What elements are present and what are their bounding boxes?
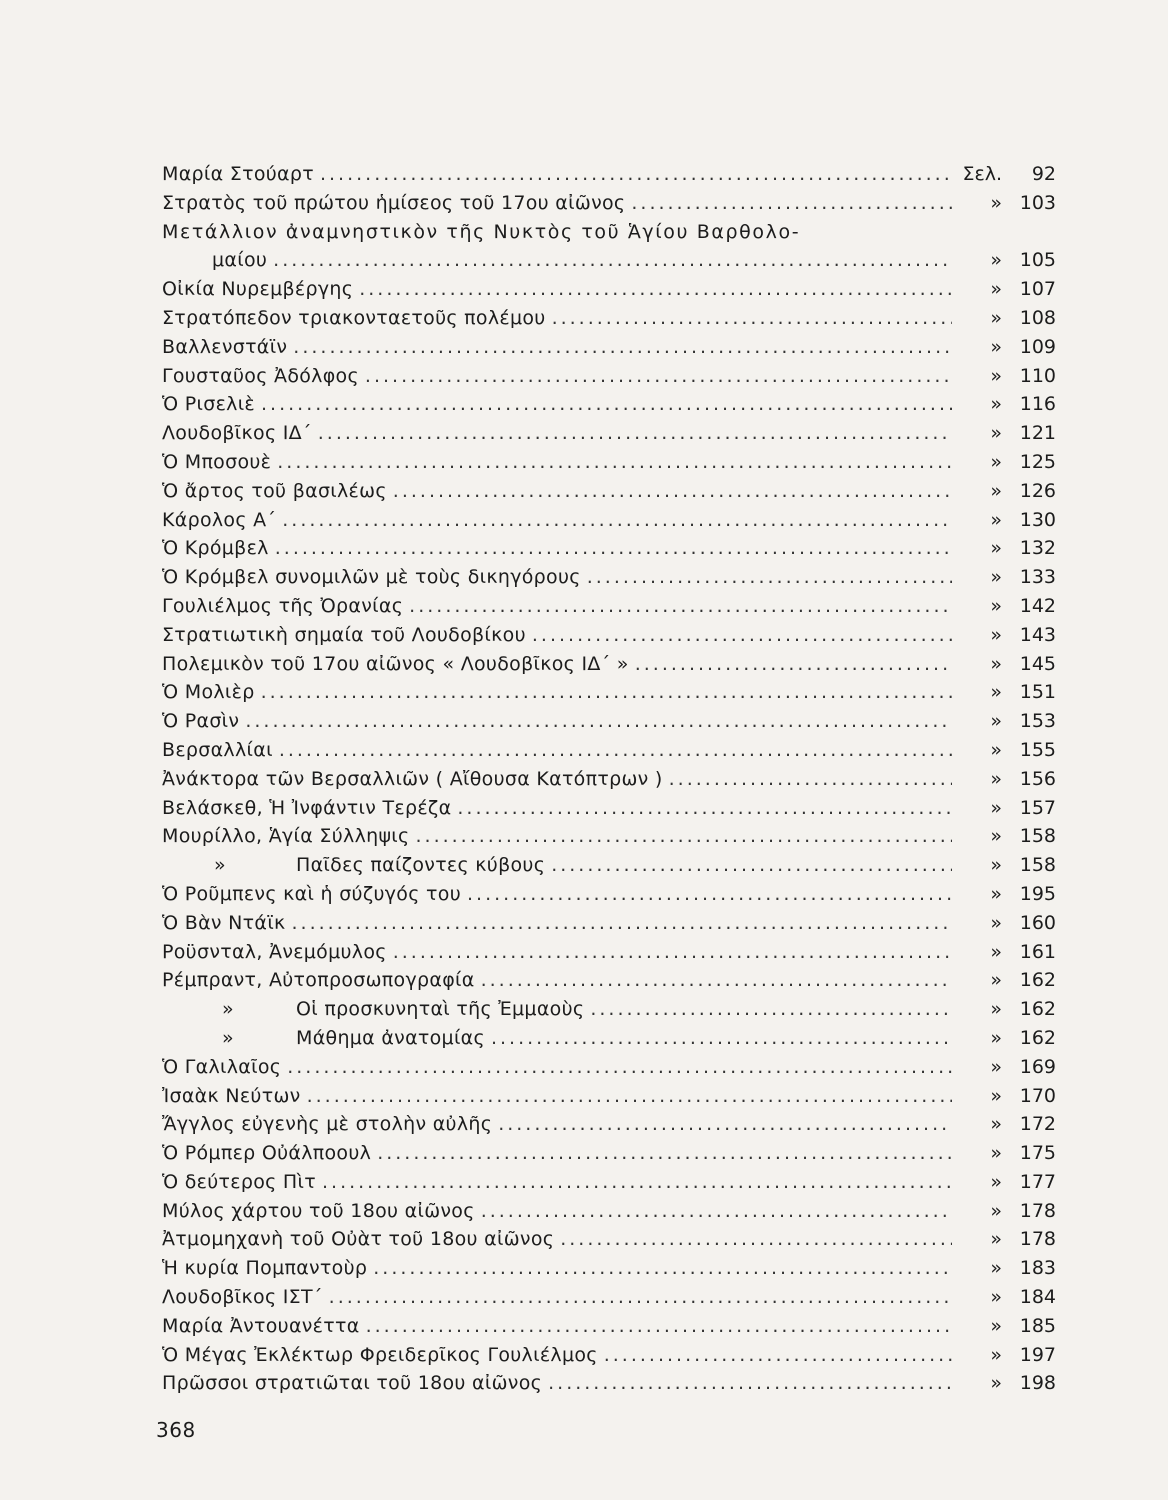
- entry-title: Γουλιέλμος τῆς Ὀρανίας: [162, 594, 404, 617]
- dot-leader: [275, 534, 952, 563]
- entry-page: 170: [1019, 1084, 1056, 1107]
- list-item: [162, 160, 1056, 189]
- list-item: [162, 707, 1056, 736]
- dot-leader: [329, 1283, 952, 1312]
- entry-ref: »: [990, 1199, 1002, 1222]
- entry-title: Ὁ Κρόμβελ: [162, 537, 269, 560]
- entry-ref: »: [990, 738, 1002, 761]
- dot-leader: [261, 390, 952, 419]
- entry-page: 178: [1019, 1228, 1056, 1251]
- entry-page: 130: [1019, 508, 1056, 531]
- entry-ref: »: [990, 940, 1002, 963]
- entry-ref: »: [990, 652, 1002, 675]
- entry-page: 142: [1019, 594, 1056, 617]
- entry-ref: »: [990, 537, 1002, 560]
- entry-page: 143: [1019, 623, 1056, 646]
- dot-leader: [587, 563, 952, 592]
- dot-leader: [359, 275, 952, 304]
- list-item: [162, 275, 1056, 304]
- entry-title: Ἄγγλος εὐγενὴς μὲ στολὴν αὐλῆς: [162, 1113, 493, 1136]
- entry-title: Ὁ Μποσουὲ: [162, 450, 272, 473]
- entry-page: 132: [1019, 537, 1056, 560]
- list-item: [162, 1024, 1056, 1053]
- entry-ref: »: [990, 1055, 1002, 1078]
- entry-page: 108: [1019, 306, 1056, 329]
- list-item: [162, 1082, 1056, 1111]
- ditto-mark: »: [214, 854, 226, 877]
- dot-leader: [393, 477, 952, 506]
- list-item: [162, 1369, 1056, 1398]
- list-item: [162, 1254, 1056, 1283]
- page-number: 368: [156, 1418, 196, 1442]
- entry-title: Λουδοβῖκος ΙΔ΄: [162, 422, 312, 445]
- entry-page: 162: [1019, 969, 1056, 992]
- dot-leader: [320, 160, 952, 189]
- entry-page: 153: [1019, 710, 1056, 733]
- entry-ref: »: [990, 998, 1002, 1021]
- list-item: [162, 736, 1056, 765]
- entry-title: Μουρίλλο, Ἁγία Σύλληψις: [162, 825, 410, 848]
- entry-page: 151: [1019, 681, 1056, 704]
- ditto-mark: »: [222, 1026, 234, 1049]
- list-item: [162, 822, 1056, 851]
- list-item: [162, 880, 1056, 909]
- entry-title: Πρῶσσοι στρατιῶται τοῦ 18ου αἰῶνος: [162, 1372, 543, 1395]
- entry-page: 178: [1019, 1199, 1056, 1222]
- list-item: [162, 1225, 1056, 1254]
- list-item: [162, 765, 1056, 794]
- entry-ref: »: [990, 1084, 1002, 1107]
- entry-title: μαίου: [212, 249, 268, 272]
- list-item: [162, 621, 1056, 650]
- entry-ref: »: [990, 422, 1002, 445]
- list-item: [162, 592, 1056, 621]
- entry-title: [162, 995, 584, 1024]
- dot-leader: [273, 246, 952, 275]
- entry-page: 121: [1019, 422, 1056, 445]
- entry-ref: »: [990, 393, 1002, 416]
- entry-ref: Σελ.: [962, 163, 1002, 185]
- dot-leader: [560, 1225, 952, 1254]
- entry-title: Γουσταῦος Ἀδόλφος: [162, 364, 359, 387]
- list-item: [162, 506, 1056, 535]
- entry-ref: »: [990, 278, 1002, 301]
- dot-leader: [277, 448, 952, 477]
- list-item: [162, 1139, 1056, 1168]
- entry-page: 109: [1019, 335, 1056, 358]
- entry-title: Μετάλλιον ἀναμνηστικὸν τῆς Νυκτὸς τοῦ Ἁγίου Βαρθολο-: [162, 220, 801, 243]
- entry-page: 103: [1019, 191, 1056, 214]
- list-item: [162, 1341, 1056, 1370]
- dot-leader: [590, 995, 952, 1024]
- entry-title: Ἀτμομηχανὴ τοῦ Οὐὰτ τοῦ 18ου αἰῶνος: [162, 1228, 555, 1251]
- dot-leader: [282, 506, 952, 535]
- entry-page: 126: [1019, 479, 1056, 502]
- entry-ref: »: [990, 767, 1002, 790]
- dot-leader: [293, 333, 952, 362]
- entry-page: 161: [1019, 940, 1056, 963]
- entry-title: Ὁ Μολιὲρ: [162, 681, 255, 704]
- entry-title: Ὁ Κρόμβελ συνομιλῶν μὲ τοὺς δικηγόρους: [162, 566, 581, 589]
- entry-title: Οἰκία Νυρεμβέργης: [162, 278, 354, 301]
- entry-ref: »: [990, 911, 1002, 934]
- entry-title: Ἰσαὰκ Νεύτων: [162, 1084, 301, 1107]
- entry-page: 145: [1019, 652, 1056, 675]
- entry-page: 183: [1019, 1257, 1056, 1280]
- entry-ref: »: [990, 335, 1002, 358]
- dot-leader: [291, 909, 952, 938]
- entry-page: 158: [1019, 825, 1056, 848]
- dot-leader: [415, 822, 952, 851]
- dot-leader: [261, 678, 952, 707]
- list-item: [162, 794, 1056, 823]
- entry-page: 195: [1019, 882, 1056, 905]
- dot-leader: [467, 880, 952, 909]
- entry-ref: »: [990, 191, 1002, 214]
- entry-page: 175: [1019, 1142, 1056, 1165]
- entry-title: Μύλος χάρτου τοῦ 18ου αἰῶνος: [162, 1199, 475, 1222]
- dot-leader: [604, 1341, 952, 1370]
- entry-title: Κάρολος Α΄: [162, 508, 277, 531]
- dot-leader: [548, 1369, 952, 1398]
- dot-leader: [635, 650, 952, 679]
- dot-leader: [377, 1139, 952, 1168]
- entry-page: 105: [1019, 249, 1056, 272]
- entry-ref: »: [990, 969, 1002, 992]
- entry-title-text: Παῖδες παίζοντες κύβους: [296, 854, 546, 877]
- dot-leader: [532, 621, 952, 650]
- entry-title: Στρατιωτικὴ σημαία τοῦ Λουδοβίκου: [162, 623, 526, 646]
- entry-title: Ὁ ἄρτος τοῦ βασιλέως: [162, 479, 387, 502]
- entry-ref: »: [990, 249, 1002, 272]
- dot-leader: [669, 765, 952, 794]
- entry-page: 158: [1019, 854, 1056, 877]
- dot-leader: [631, 189, 952, 218]
- list-item: [162, 909, 1056, 938]
- entry-title: Μαρία Ἀντουανέττα: [162, 1314, 360, 1337]
- entry-ref: »: [990, 1142, 1002, 1165]
- entry-ref: »: [990, 623, 1002, 646]
- entry-ref: »: [990, 594, 1002, 617]
- entry-page: 92: [1031, 163, 1056, 185]
- entry-ref: »: [990, 1228, 1002, 1251]
- dot-leader: [318, 419, 952, 448]
- entry-ref: »: [990, 854, 1002, 877]
- entry-title: Ὁ δεύτερος Πὶτ: [162, 1170, 316, 1193]
- entry-page: 155: [1019, 738, 1056, 761]
- entry-page: 125: [1019, 450, 1056, 473]
- list-item: [162, 1110, 1056, 1139]
- entry-title: Ὁ Μέγας Ἐκλέκτωρ Φρειδερῖκος Γουλιέλμος: [162, 1343, 598, 1366]
- list-item: [162, 995, 1056, 1024]
- entry-title-text: Μάθημα ἀνατομίας: [296, 1026, 485, 1049]
- entry-ref: »: [990, 882, 1002, 905]
- entry-page: 197: [1019, 1343, 1056, 1366]
- dot-leader: [457, 794, 952, 823]
- entry-page: 162: [1019, 998, 1056, 1021]
- entry-title: Ὁ Ροῦμπενς καὶ ἡ σύζυγός του: [162, 882, 461, 905]
- entry-title: Βαλλενστάϊν: [162, 335, 288, 358]
- dot-leader: [365, 362, 952, 391]
- entry-title: Στρατὸς τοῦ πρώτου ἡμίσεος τοῦ 17ου αἰῶνος: [162, 191, 626, 214]
- entry-ref: »: [990, 1257, 1002, 1280]
- entry-title: Βερσαλλίαι: [162, 738, 273, 761]
- dot-leader: [481, 966, 952, 995]
- dot-leader: [551, 851, 952, 880]
- list-item: [162, 304, 1056, 333]
- dot-leader: [373, 1254, 952, 1283]
- list-item: [162, 1283, 1056, 1312]
- entry-ref: »: [990, 681, 1002, 704]
- entry-title: Μαρία Στούαρτ: [162, 163, 314, 185]
- entry-ref: »: [990, 508, 1002, 531]
- entry-page: 116: [1019, 393, 1056, 416]
- list-item: [162, 477, 1056, 506]
- list-item: [162, 1168, 1056, 1197]
- entry-page: 185: [1019, 1314, 1056, 1337]
- list-item: [162, 333, 1056, 362]
- entry-page: 157: [1019, 796, 1056, 819]
- list-item: [162, 851, 1056, 880]
- dot-leader: [366, 1312, 952, 1341]
- list-item: [162, 189, 1056, 218]
- entry-ref: »: [990, 1026, 1002, 1049]
- entry-page: 169: [1019, 1055, 1056, 1078]
- list-item: [162, 1053, 1056, 1082]
- entry-ref: »: [990, 796, 1002, 819]
- dot-leader: [287, 1053, 952, 1082]
- entry-ref: »: [990, 306, 1002, 329]
- entry-title-text: Οἱ προσκυνηταὶ τῆς Ἐμμαοὺς: [296, 998, 585, 1021]
- list-item: [162, 938, 1056, 967]
- list-item: [162, 966, 1056, 995]
- entry-title: Ρέμπραντ, Αὐτοπροσωπογραφία: [162, 969, 475, 992]
- entry-title: Ἡ κυρία Πομπαντοὺρ: [162, 1257, 368, 1280]
- list-item: [162, 448, 1056, 477]
- dot-leader: [245, 707, 952, 736]
- dot-leader: [393, 938, 952, 967]
- entry-ref: »: [990, 1113, 1002, 1136]
- entry-ref: »: [990, 1343, 1002, 1366]
- entry-title: [162, 851, 545, 880]
- ditto-mark: »: [222, 998, 234, 1021]
- list-item: [162, 218, 1056, 247]
- entry-page: 177: [1019, 1170, 1056, 1193]
- entry-ref: »: [990, 566, 1002, 589]
- entry-ref: »: [990, 1314, 1002, 1337]
- index-list: [162, 160, 1056, 1398]
- entry-page: 198: [1019, 1372, 1056, 1395]
- entry-ref: »: [990, 479, 1002, 502]
- entry-ref: »: [990, 1286, 1002, 1309]
- entry-ref: »: [990, 450, 1002, 473]
- entry-title: Στρατόπεδον τριακονταετοῦς πολέμου: [162, 306, 546, 329]
- dot-leader: [491, 1024, 952, 1053]
- entry-page: 172: [1019, 1113, 1056, 1136]
- entry-ref: »: [990, 710, 1002, 733]
- dot-leader: [279, 736, 952, 765]
- entry-page: 107: [1019, 278, 1056, 301]
- entry-title: Βελάσκεθ, Ἡ Ἰνφάντιν Τερέζα: [162, 796, 452, 819]
- entry-page: 160: [1019, 911, 1056, 934]
- dot-leader: [307, 1082, 952, 1111]
- entry-page: 162: [1019, 1026, 1056, 1049]
- entry-title: Ὁ Ρόμπερ Οὐάλποουλ: [162, 1142, 372, 1165]
- list-item: [162, 246, 1056, 275]
- entry-title: Ὁ Ρισελιὲ: [162, 393, 255, 416]
- entry-title: Πολεμικὸν τοῦ 17ου αἰῶνος « Λουδοβῖκος ΙΔ΄ »: [162, 652, 629, 675]
- list-item: [162, 534, 1056, 563]
- list-item: [162, 1312, 1056, 1341]
- entry-title: Ροϋσνταλ, Ἀνεμόμυλος: [162, 940, 387, 963]
- list-item: [162, 362, 1056, 391]
- dot-leader: [409, 592, 952, 621]
- entry-title: Λουδοβῖκος ΙΣΤ΄: [162, 1286, 323, 1309]
- entry-page: 156: [1019, 767, 1056, 790]
- entry-title: [162, 1024, 485, 1053]
- entry-page: 184: [1019, 1286, 1056, 1309]
- dot-leader: [322, 1168, 952, 1197]
- list-item: [162, 678, 1056, 707]
- entry-ref: »: [990, 364, 1002, 387]
- dot-leader: [498, 1110, 952, 1139]
- dot-leader: [552, 304, 952, 333]
- list-item: [162, 419, 1056, 448]
- entry-ref: »: [990, 1170, 1002, 1193]
- entry-title: Ὁ Βὰν Ντάϊκ: [162, 911, 286, 934]
- list-item: [162, 1197, 1056, 1226]
- list-item: [162, 650, 1056, 679]
- entry-page: 110: [1019, 364, 1056, 387]
- dot-leader: [481, 1197, 952, 1226]
- list-item: [162, 563, 1056, 592]
- entry-title: Ἀνάκτορα τῶν Βερσαλλιῶν ( Αἴθουσα Κατόπτρων ): [162, 767, 663, 790]
- entry-ref: »: [990, 825, 1002, 848]
- list-item: [162, 390, 1056, 419]
- entry-title: Ὁ Ρασὶν: [162, 710, 240, 733]
- entry-title: Ὁ Γαλιλαῖος: [162, 1055, 282, 1078]
- entry-ref: »: [990, 1372, 1002, 1395]
- entry-page: 133: [1019, 566, 1056, 589]
